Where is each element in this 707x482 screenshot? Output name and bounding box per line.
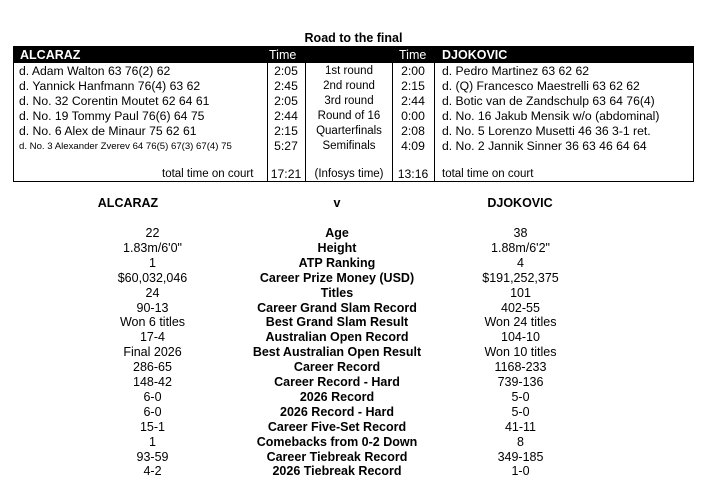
- table-row: [14, 124, 693, 139]
- djokovic-stat: 8: [517, 434, 524, 449]
- alcaraz-time: 5:27: [274, 139, 298, 153]
- alcaraz-result: d. Adam Walton 63 76(2) 62: [19, 64, 171, 78]
- total-label-alcaraz: total time on court: [162, 168, 254, 180]
- header-time1: Time: [269, 48, 297, 62]
- alcaraz-stat: 6-0: [143, 404, 162, 419]
- djokovic-stat: 104-10: [501, 330, 540, 345]
- table-row: [14, 94, 693, 109]
- stat-label: Best Grand Slam Result: [265, 315, 409, 330]
- comparison-row: [0, 464, 707, 479]
- round-label: 3rd round: [324, 95, 374, 107]
- comparison-row: [0, 330, 707, 345]
- comparison-row: [0, 390, 707, 405]
- comparison-row: [0, 286, 707, 301]
- comparison-row: [0, 420, 707, 435]
- comparison-player2: DJOKOVIC: [487, 196, 553, 210]
- round-label: Semifinals: [322, 140, 376, 152]
- djokovic-stat: 5-0: [511, 389, 530, 404]
- stat-label: Career Five-Set Record: [267, 419, 407, 434]
- comparison-vs: v: [333, 196, 341, 210]
- alcaraz-stat: 93-59: [136, 449, 169, 464]
- comparison-row: [0, 360, 707, 375]
- djokovic-stat: 402-55: [501, 300, 540, 315]
- round-label: 1st round: [325, 65, 373, 77]
- stat-label: ATP Ranking: [298, 255, 376, 270]
- page-title: Road to the final: [304, 31, 403, 45]
- djokovic-stat: $191,252,375: [482, 270, 559, 285]
- alcaraz-time: 2:45: [274, 79, 298, 93]
- alcaraz-stat: 15-1: [139, 419, 166, 434]
- comparison-row: [0, 226, 707, 241]
- table-header: [14, 47, 693, 63]
- alcaraz-result: d. No. 32 Corentin Moutet 62 64 61: [19, 94, 210, 108]
- djokovic-time: 2:00: [401, 64, 425, 78]
- stat-label: Height: [317, 240, 357, 255]
- djokovic-result: d. No. 5 Lorenzo Musetti 46 36 3-1 ret.: [442, 124, 651, 138]
- alcaraz-time: 2:44: [274, 109, 298, 123]
- alcaraz-result: d. Yannick Hanfmann 76(4) 63 62: [19, 79, 201, 93]
- comparison-row: [0, 241, 707, 256]
- djokovic-time: 0:00: [401, 109, 425, 123]
- table-row: [14, 64, 693, 79]
- header-player1: ALCARAZ: [20, 48, 81, 62]
- alcaraz-time: 2:05: [274, 64, 298, 78]
- djokovic-stat: 41-11: [504, 419, 537, 434]
- alcaraz-stat: 6-0: [143, 389, 162, 404]
- comparison-row: [0, 315, 707, 330]
- road-to-final-table: [13, 46, 694, 182]
- alcaraz-stat: 148-42: [133, 375, 172, 389]
- total-label-djokovic: total time on court: [442, 168, 534, 180]
- stat-label: 2026 Record: [299, 389, 375, 404]
- comparison-row: [0, 345, 707, 360]
- djokovic-result: d. No. 16 Jakub Mensik w/o (abdominal): [442, 109, 660, 123]
- stat-label: Comebacks from 0-2 Down: [256, 434, 418, 449]
- alcaraz-result: d. No. 19 Tommy Paul 76(6) 64 75: [19, 109, 205, 123]
- total-time-djokovic: 13:16: [397, 167, 429, 181]
- alcaraz-stat: Final 2026: [123, 345, 182, 360]
- djokovic-time: 4:09: [401, 139, 425, 153]
- alcaraz-stat: 1: [149, 434, 156, 449]
- round-label: Quarterfinals: [316, 125, 382, 137]
- alcaraz-stat: 286-65: [133, 360, 172, 375]
- alcaraz-result: d. No. 6 Alex de Minaur 75 62 61: [19, 124, 197, 138]
- table-row: [14, 139, 693, 154]
- alcaraz-stat: 1: [149, 255, 156, 270]
- djokovic-stat: Won 24 titles: [484, 315, 557, 330]
- stat-label: 2026 Tiebreak Record: [272, 464, 402, 479]
- comparison-row: [0, 450, 707, 465]
- alcaraz-time: 2:15: [274, 124, 298, 138]
- comparison-row: [0, 256, 707, 271]
- djokovic-stat: 1-0: [511, 464, 530, 479]
- djokovic-stat: 38: [513, 226, 528, 240]
- stat-label: Career Grand Slam Record: [257, 300, 417, 315]
- alcaraz-stat: Won 6 titles: [119, 315, 186, 330]
- alcaraz-time: 2:05: [274, 94, 298, 108]
- alcaraz-stat: 24: [145, 285, 160, 300]
- djokovic-result: d. Pedro Martinez 63 62 62: [442, 64, 590, 78]
- alcaraz-stat: 90-13: [136, 300, 169, 315]
- totals-row: [14, 167, 693, 182]
- infosys-time-label: (Infosys time): [314, 168, 384, 180]
- djokovic-time: 2:15: [401, 79, 425, 93]
- djokovic-stat: 1.88m/6'2": [491, 240, 550, 255]
- djokovic-stat: 5-0: [511, 404, 530, 419]
- round-label: Round of 16: [317, 110, 381, 122]
- djokovic-stat: 1168-233: [494, 360, 547, 375]
- total-time-alcaraz: 17:21: [270, 167, 302, 181]
- stat-label: Australian Open Record: [265, 330, 409, 345]
- alcaraz-stat: 17-4: [139, 330, 166, 345]
- alcaraz-result: d. No. 3 Alexander Zverev 64 76(5) 67(3) 67(4) 75: [19, 141, 232, 152]
- stat-label: Best Australian Open Result: [252, 345, 422, 360]
- table-row: [14, 109, 693, 124]
- stat-label: Career Record: [293, 360, 381, 375]
- djokovic-stat: 349-185: [497, 449, 544, 464]
- comparison-row: [0, 435, 707, 450]
- stat-label: Titles: [320, 285, 354, 300]
- alcaraz-stat: 1.83m/6'0": [123, 240, 182, 255]
- alcaraz-stat: 22: [145, 226, 160, 240]
- round-label: 2nd round: [323, 80, 375, 92]
- header-player2: DJOKOVIC: [442, 48, 508, 62]
- djokovic-result: d. Botic van de Zandschulp 63 64 76(4): [442, 94, 655, 108]
- djokovic-result: d. No. 2 Jannik Sinner 36 63 46 64 64: [442, 139, 647, 153]
- table-row: [14, 79, 693, 94]
- djokovic-time: 2:08: [401, 124, 425, 138]
- comparison-row: [0, 375, 707, 390]
- djokovic-stat: 101: [510, 285, 531, 300]
- djokovic-stat: 739-136: [497, 375, 544, 389]
- stat-label: Career Record - Hard: [274, 375, 400, 389]
- djokovic-stat: 4: [517, 255, 524, 270]
- comparison-row: [0, 301, 707, 316]
- stat-label: Career Tiebreak Record: [266, 449, 408, 464]
- stat-label: Age: [325, 226, 349, 240]
- djokovic-result: d. (Q) Francesco Maestrelli 63 62 62: [442, 79, 640, 93]
- comparison-row: [0, 271, 707, 286]
- alcaraz-stat: $60,032,046: [117, 270, 188, 285]
- alcaraz-stat: 4-2: [143, 464, 162, 479]
- comparison-player1: ALCARAZ: [97, 196, 159, 210]
- header-time2: Time: [399, 48, 427, 62]
- djokovic-stat: Won 10 titles: [484, 345, 557, 360]
- stat-label: 2026 Record - Hard: [280, 404, 394, 419]
- comparison-row: [0, 405, 707, 420]
- djokovic-time: 2:44: [401, 94, 425, 108]
- stat-label: Career Prize Money (USD): [259, 270, 415, 285]
